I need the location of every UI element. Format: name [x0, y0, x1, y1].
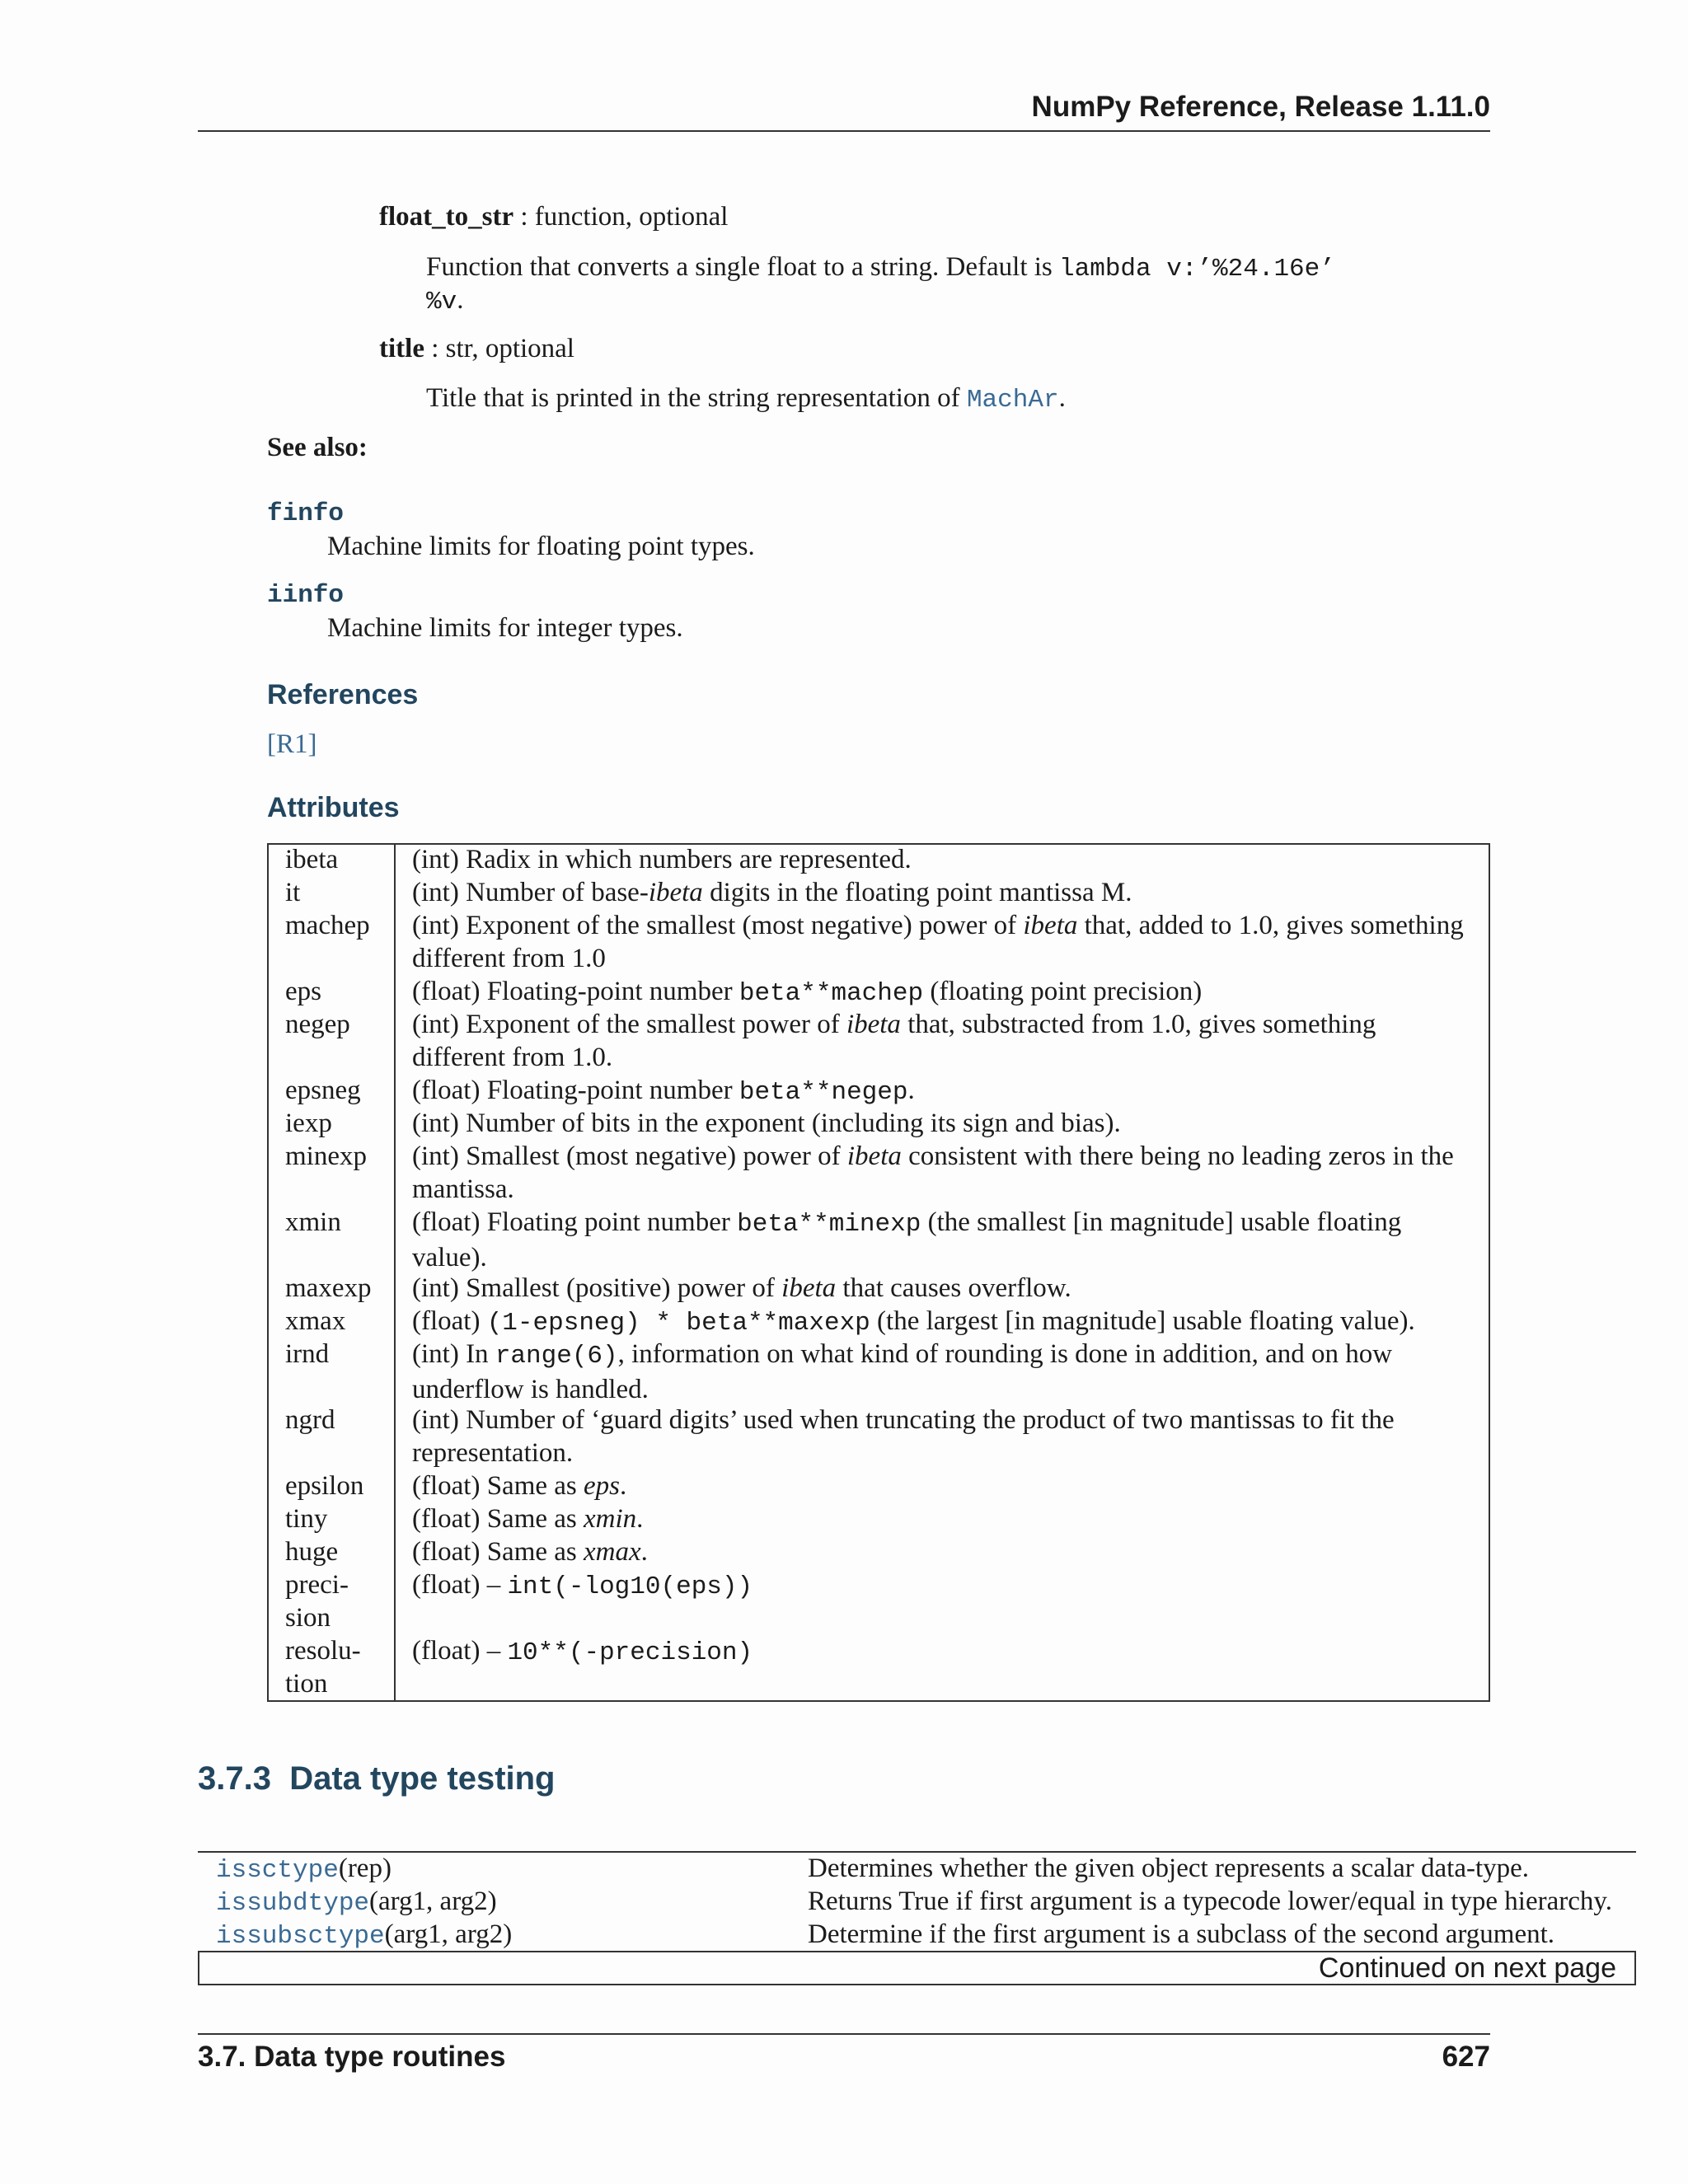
attr-name: huge [285, 1537, 339, 1567]
machar-link[interactable]: MachAr [966, 386, 1059, 415]
see-also-iinfo-desc: Machine limits for integer types. [327, 613, 683, 643]
attr-name: xmin [285, 1207, 341, 1237]
footer-rule [198, 2033, 1490, 2035]
table-row [216, 1918, 512, 1953]
attr-desc [412, 1535, 1480, 1568]
attr-desc-text: (float) [412, 1306, 487, 1336]
section-title: Data type testing [289, 1760, 556, 1797]
func-desc: Determine if the first argument is a subclass of the second argument. [808, 1919, 1555, 1949]
param-float-to-str-desc-cont [426, 284, 463, 319]
attr-desc-text: . [636, 1504, 644, 1534]
issubdtype-link[interactable]: issubdtype [216, 1889, 370, 1918]
footer-section-title: 3.7. Data type routines [198, 2041, 506, 2073]
attr-desc-text: . [640, 1537, 648, 1567]
attr-name: irnd [285, 1339, 330, 1369]
attr-desc [412, 876, 1480, 909]
attr-desc-text: (the smallest [in magnitude] usable floating [921, 1207, 1402, 1237]
attr-desc-code: beta**machep [738, 979, 924, 1008]
attr-name: eps [285, 977, 321, 1006]
attr-desc-text: representation. [412, 1438, 574, 1468]
attr-name [285, 1568, 349, 1634]
attr-desc-text: . [907, 1076, 915, 1105]
references-heading: References [267, 679, 419, 710]
see-also-iinfo-link[interactable]: iinfo [267, 581, 345, 610]
attr-desc-code: range(6) [495, 1342, 618, 1371]
attr-desc-text: mantissa. [412, 1174, 514, 1204]
attr-name: epsneg [285, 1076, 361, 1105]
attr-name [285, 1634, 361, 1700]
param-type: : function, optional [513, 202, 729, 232]
attr-name: machep [285, 911, 370, 940]
attr-desc-text: (float) – [412, 1570, 508, 1600]
attr-desc-text: (floating point precision) [923, 977, 1203, 1006]
attr-name: maxexp [285, 1273, 372, 1303]
attr-desc-code: (1-epsneg) * beta**maxexp [486, 1309, 870, 1338]
attr-name: tiny [285, 1504, 328, 1534]
attr-desc-text: that causes overflow. [836, 1273, 1071, 1303]
attr-desc [412, 843, 1480, 876]
attr-desc [412, 1074, 1480, 1109]
param-float-to-str-desc [426, 251, 1335, 286]
attr-desc-text: (float) Floating-point number [412, 977, 739, 1006]
attr-desc-text: (int) Number of ‘guard digits’ used when truncating the product of two mantissas to fit the [412, 1405, 1395, 1435]
attr-desc-text: . [620, 1471, 627, 1501]
attr-desc-code: beta**minexp [737, 1210, 921, 1239]
attr-desc-text: (float) Floating-point number [412, 1076, 739, 1105]
continued-box [198, 1951, 1636, 1985]
param-name: float_to_str [379, 202, 514, 232]
attr-name: iexp [285, 1108, 332, 1138]
attr-desc-text: that, added to 1.0, gives something [1077, 911, 1464, 940]
attr-desc-text: (the largest [in magnitude] usable floating value). [870, 1306, 1415, 1336]
param-type: : str, optional [424, 334, 574, 363]
param-desc-suffix: . [1058, 383, 1066, 413]
param-title-desc [426, 382, 1066, 417]
attr-name-part: sion [285, 1603, 331, 1633]
attr-desc-code: int(-log10(eps)) [507, 1572, 753, 1601]
param-title [379, 332, 574, 365]
param-name: title [379, 334, 424, 363]
attr-desc [412, 1305, 1480, 1340]
issctype-link[interactable]: issctype [216, 1856, 339, 1885]
attr-desc-emph: ibeta [648, 878, 703, 907]
attr-name: epsilon [285, 1471, 364, 1501]
attr-name-part: tion [285, 1669, 328, 1699]
attr-desc-text: digits in the floating point mantissa M. [702, 878, 1132, 907]
attr-desc-emph: xmin [584, 1504, 637, 1534]
param-desc-text: Title that is printed in the string representation of [426, 383, 967, 413]
attr-desc [412, 975, 1480, 1010]
func-args: (arg1, arg2) [369, 1886, 497, 1916]
attr-name: ngrd [285, 1405, 335, 1435]
attr-desc-text: (float) Same as [412, 1504, 584, 1534]
attr-desc-emph: ibeta [1023, 911, 1078, 940]
attr-name: minexp [285, 1141, 367, 1171]
attr-desc-emph: ibeta [846, 1010, 901, 1039]
attr-desc-text: (int) Radix in which numbers are represented. [412, 845, 912, 874]
reference-r1-link[interactable]: [R1] [267, 729, 317, 759]
attr-desc-text: (int) Exponent of the smallest (most negative) power of [412, 911, 1024, 940]
see-also-finfo-link[interactable]: finfo [267, 499, 345, 528]
attr-desc-text: (float) Floating point number [412, 1207, 738, 1237]
attr-name: it [285, 878, 301, 907]
attr-desc-text: underflow is handled. [412, 1375, 649, 1404]
attr-name-part: resolu- [285, 1636, 361, 1666]
section-number: 3.7.3 [198, 1760, 271, 1797]
attr-desc [412, 1140, 1480, 1206]
page-number: 627 [1442, 2041, 1490, 2073]
running-header-title: NumPy Reference, Release 1.11.0 [1031, 91, 1490, 123]
attr-desc-text: (int) Number of base- [412, 878, 649, 907]
param-float-to-str [379, 200, 728, 233]
attr-desc-text: different from 1.0 [412, 944, 606, 973]
attr-desc [412, 1469, 1480, 1502]
attr-desc-text: different from 1.0. [412, 1043, 613, 1072]
attr-desc-text: (int) Number of bits in the exponent (including its sign and bias). [412, 1108, 1121, 1138]
header-rule [198, 130, 1490, 132]
table-row [216, 1885, 497, 1920]
attr-desc-text: (float) Same as [412, 1471, 584, 1501]
see-also-label: See also: [267, 433, 368, 462]
attr-desc [412, 1206, 1480, 1274]
attr-desc-text: (int) In [412, 1339, 495, 1369]
func-desc: Determines whether the given object represents a scalar data-type. [808, 1854, 1530, 1883]
attr-desc-emph: eps [584, 1471, 621, 1501]
attr-name: ibeta [285, 845, 339, 874]
func-desc: Returns True if first argument is a typecode lower/equal in type hierarchy. [808, 1886, 1612, 1916]
attr-desc-text: consistent with there being no leading zeros in the [901, 1141, 1454, 1171]
attr-desc-text: (int) Smallest (positive) power of [412, 1273, 782, 1303]
attr-desc-code: beta**negep [738, 1078, 908, 1107]
param-desc-text: Function that converts a single float to a string. Default is [426, 252, 1060, 282]
section-heading [198, 1760, 556, 1797]
attr-desc-emph: ibeta [781, 1273, 837, 1303]
attributes-heading: Attributes [267, 792, 400, 823]
attr-desc-text: value). [412, 1243, 487, 1272]
attr-desc-text: (int) Exponent of the smallest power of [412, 1010, 846, 1039]
attributes-table-divider [394, 843, 396, 1702]
attr-desc-text: (float) – [412, 1636, 508, 1666]
attr-desc-emph: xmax [584, 1537, 641, 1567]
issubsctype-link[interactable]: issubsctype [216, 1922, 385, 1951]
attr-desc-text: (int) Smallest (most negative) power of [412, 1141, 847, 1171]
table-row [216, 1852, 392, 1887]
attr-desc [412, 1404, 1480, 1469]
attr-desc [412, 1107, 1480, 1140]
attr-desc [412, 1272, 1480, 1305]
attr-desc [412, 1502, 1480, 1535]
attr-desc-text: (float) Same as [412, 1537, 584, 1567]
see-also-finfo-desc: Machine limits for floating point types. [327, 532, 755, 561]
attr-desc [412, 1338, 1480, 1406]
attr-desc [412, 909, 1480, 975]
continued-label: Continued on next page [1318, 1952, 1616, 1984]
attr-desc-code: 10**(-precision) [507, 1638, 753, 1667]
attr-desc-text: , information on what kind of rounding is done in addition, and on how [617, 1339, 1393, 1369]
attr-name-part: preci- [285, 1570, 349, 1600]
attr-desc-emph: ibeta [846, 1141, 902, 1171]
attr-desc [412, 1568, 1480, 1604]
attr-desc [412, 1634, 1480, 1670]
attr-name: negep [285, 1010, 350, 1039]
attr-desc-text: that, substracted from 1.0, gives something [900, 1010, 1376, 1039]
attr-desc [412, 1008, 1480, 1074]
param-desc-code: %v [426, 288, 457, 316]
param-desc-code: lambda v:’%24.16e’ [1059, 255, 1335, 284]
func-args: (rep) [338, 1854, 392, 1883]
attr-name: xmax [285, 1306, 346, 1336]
func-args: (arg1, arg2) [384, 1919, 513, 1949]
param-desc-suffix: . [457, 285, 464, 315]
